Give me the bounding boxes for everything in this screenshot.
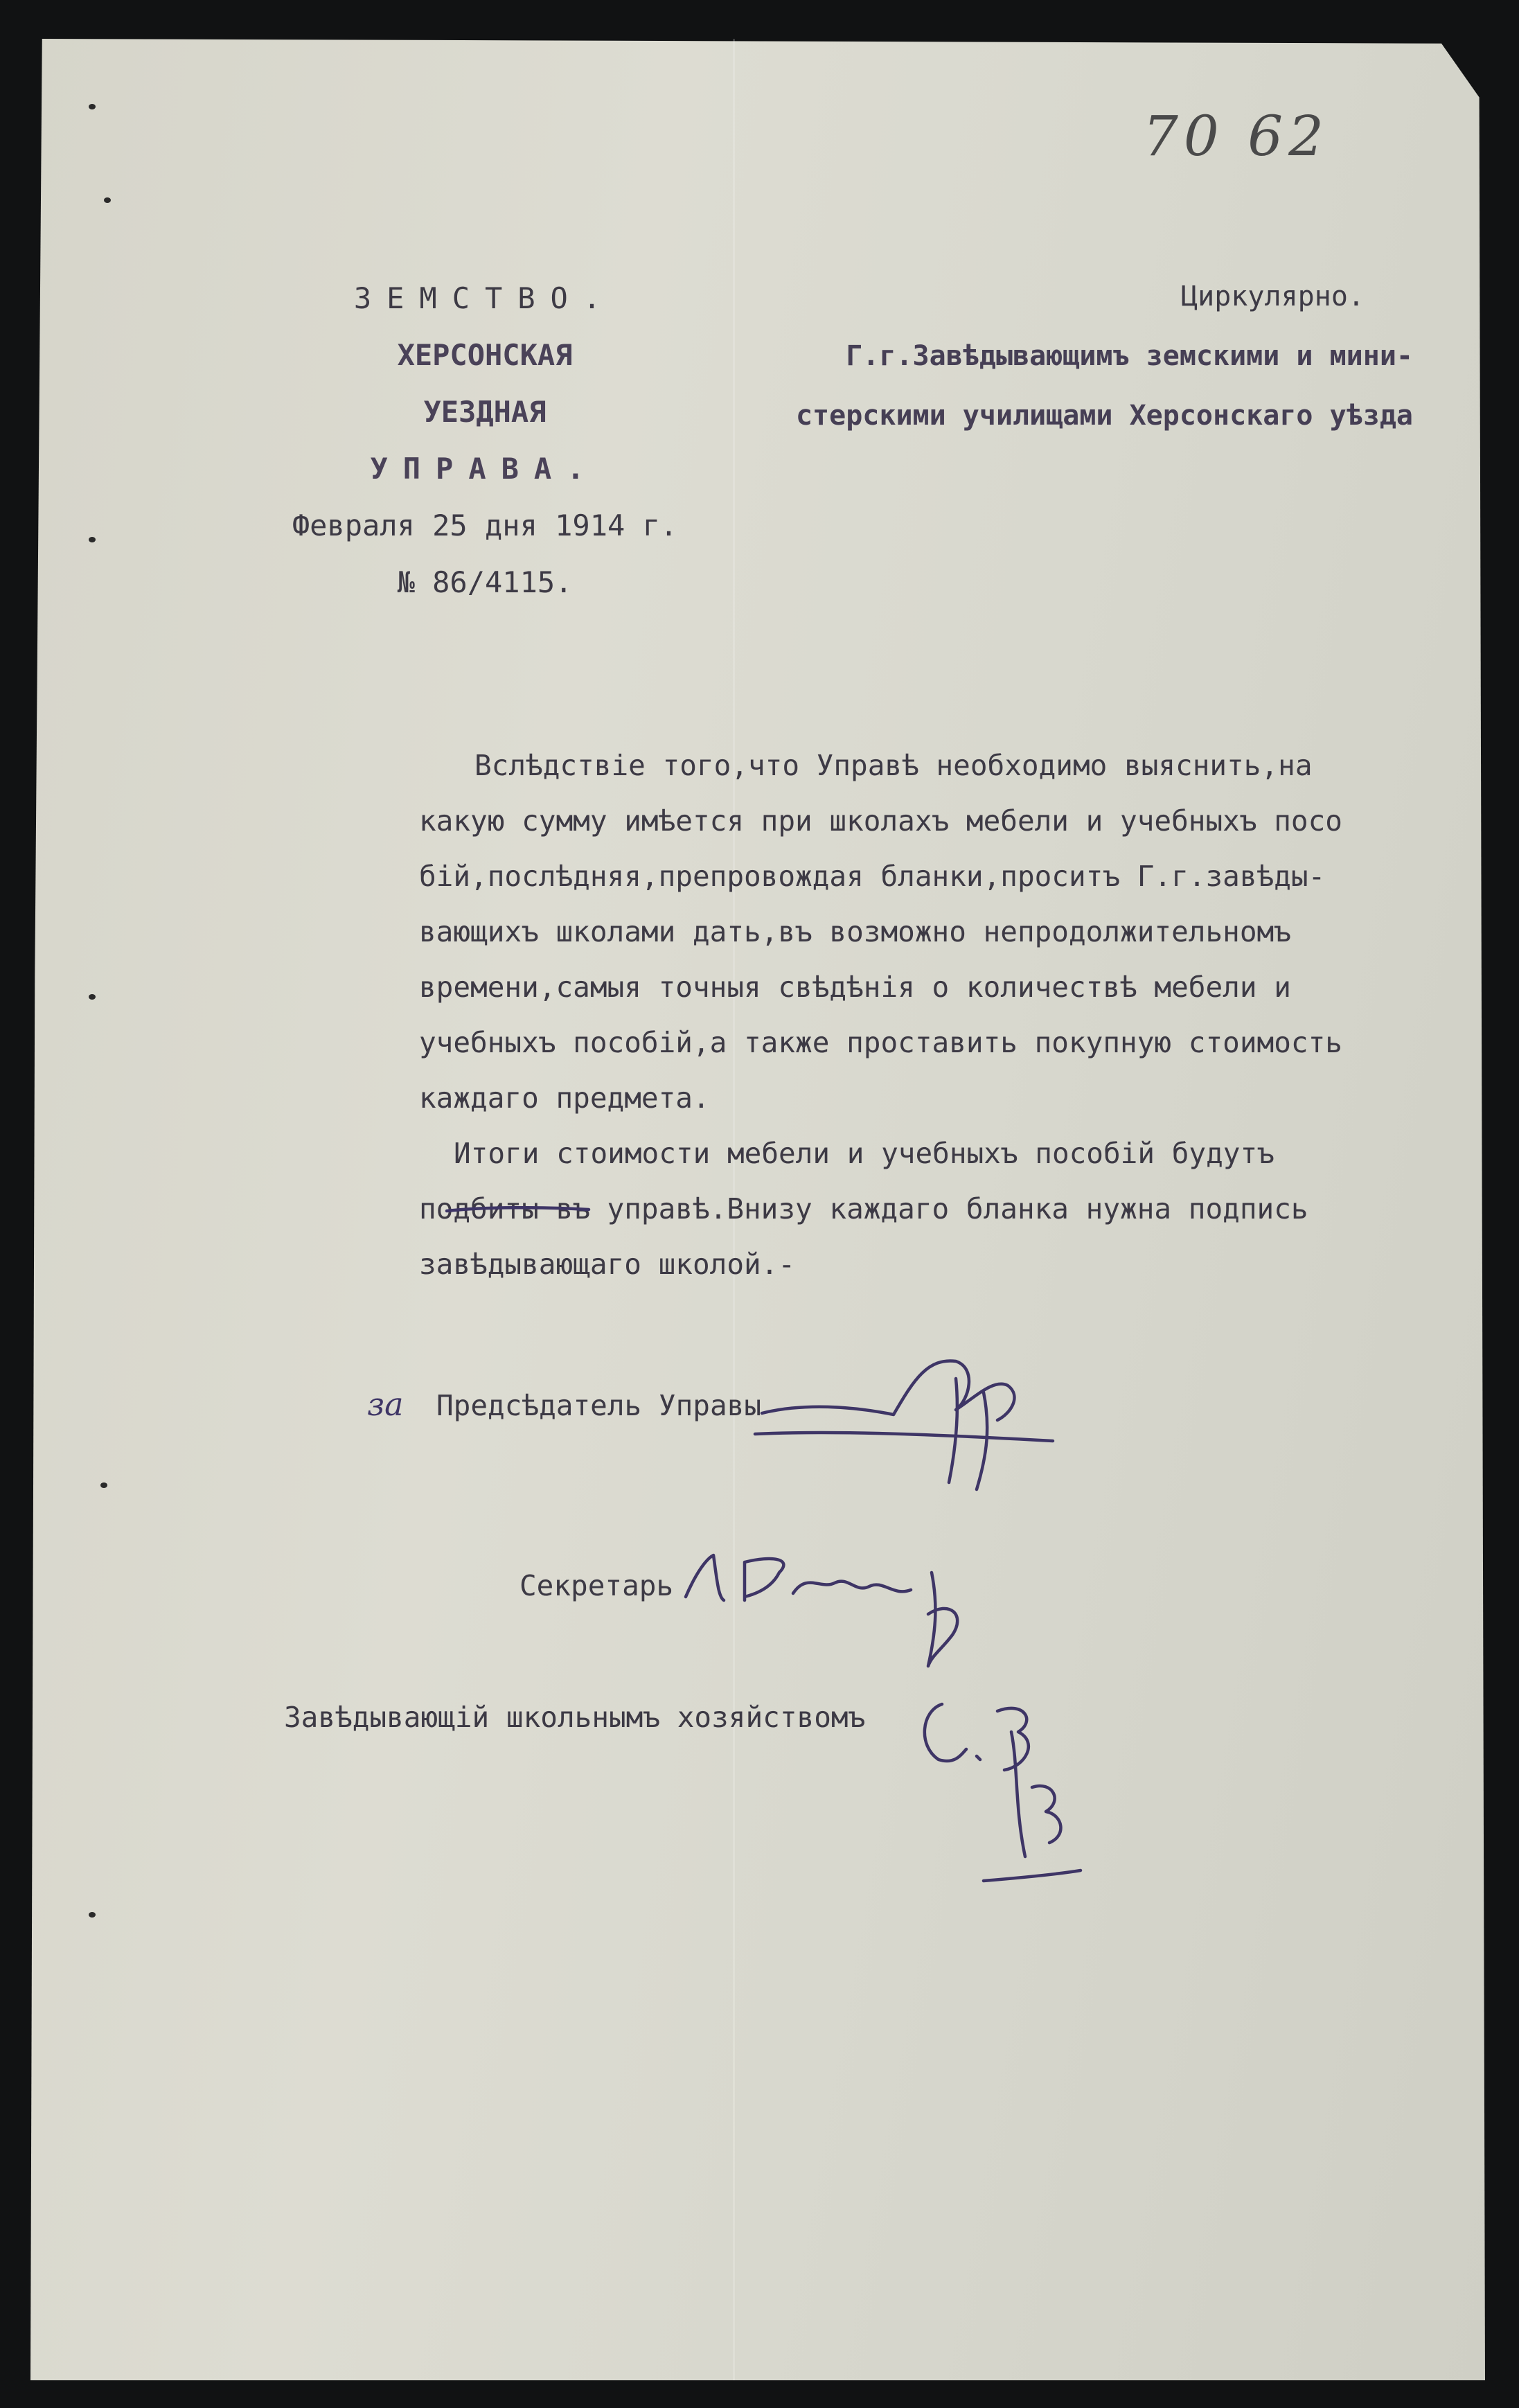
issuer-line4: УПРАВА. <box>370 452 600 486</box>
body-line: Итоги стоимости мебели и учебныхъ пособій будутъ <box>454 1137 1274 1170</box>
body-line: каждаго предмета. <box>419 1081 710 1115</box>
chairman-label: Предсѣдатель Управы <box>436 1389 761 1422</box>
body-line: подбиты въ управѣ.Внизу каждаго бланка нужна подпись <box>419 1192 1308 1225</box>
chairman-prefix: за <box>367 1386 404 1423</box>
binding-hole <box>100 1482 107 1488</box>
body-line: Вслѣдствіе того,что Управѣ необходимо выяснить,на <box>474 749 1313 782</box>
issuer-line3: УЕЗДНАЯ <box>423 395 547 429</box>
secretary-signature <box>675 1531 994 1676</box>
binding-hole <box>104 197 111 203</box>
binding-hole <box>89 104 96 109</box>
addressee-line1: Г.г.Завѣдывающимъ земскими и мини- <box>846 340 1413 372</box>
issuer-date: Февраля 25 дня 1914 г. <box>292 508 678 542</box>
body-line: завѣдывающаго школой.- <box>419 1248 796 1281</box>
archive-number: 70 62 <box>1143 104 1330 168</box>
binding-hole <box>89 537 96 542</box>
issuer-line1: ЗЕМСТВО. <box>353 281 616 315</box>
binding-hole <box>89 1912 96 1918</box>
underline-mark <box>443 1198 596 1219</box>
body-line: учебныхъ пособій,а также проставить покупную стоимость <box>419 1026 1342 1059</box>
body-line: времени,самыя точныя свѣдѣнія о количествѣ мебели и <box>419 971 1291 1004</box>
chairman-signature <box>748 1337 1067 1496</box>
manager-label: Завѣдывающій школьнымъ хозяйствомъ <box>284 1701 866 1734</box>
secretary-label: Секретарь <box>519 1569 674 1602</box>
issuer-header <box>242 270 727 611</box>
manager-signature <box>914 1683 1136 1884</box>
body-line: вающихъ школами дать,въ возможно непродолжительномъ <box>419 915 1291 948</box>
binding-hole <box>89 994 96 1000</box>
addressee-block <box>727 267 1413 445</box>
issuer-line2: ХЕРСОНСКАЯ <box>397 338 573 372</box>
issuer-number: № 86/4115. <box>397 565 573 599</box>
circular-label: Циркулярно. <box>1181 281 1365 312</box>
body-line: бій,послѣдняя,препровождая бланки,проситъ Г.г.завѣды- <box>419 860 1326 893</box>
body-line: какую сумму имѣется при школахъ мебели и учебныхъ посо <box>419 804 1342 838</box>
addressee-line2: стерскими училищами Херсонскаго уѣзда <box>795 400 1413 432</box>
